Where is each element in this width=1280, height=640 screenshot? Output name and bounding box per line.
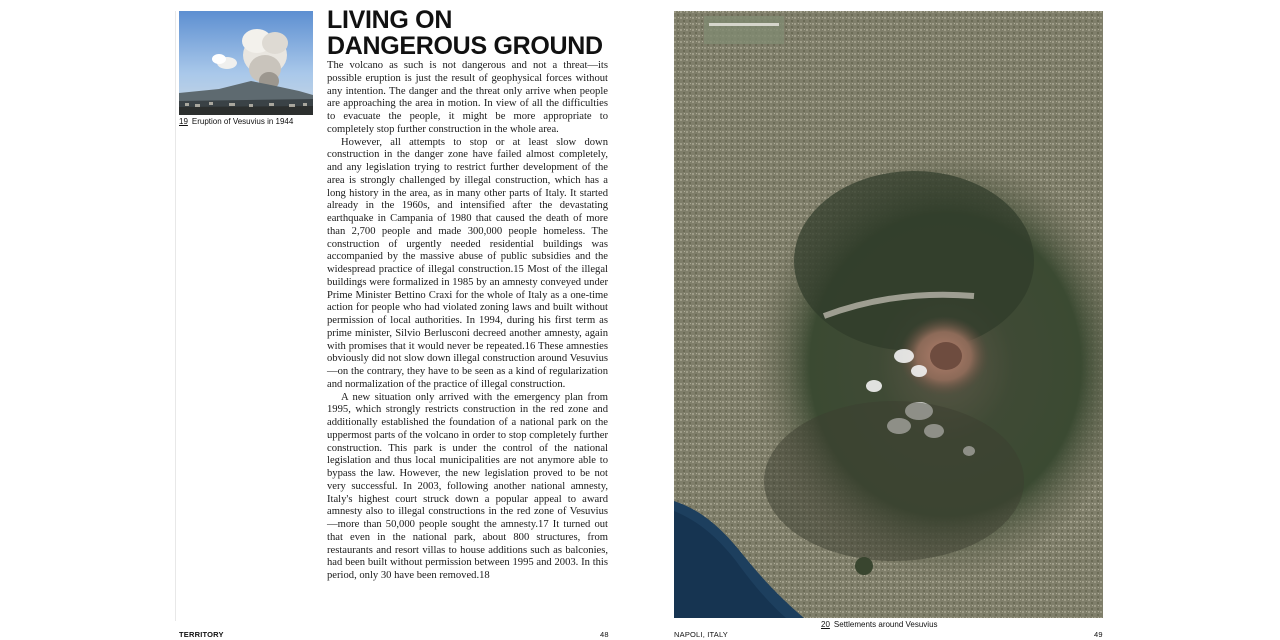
footer-section-label: TERRITORY: [179, 630, 224, 639]
figure-19-number: 19: [179, 117, 188, 126]
page-gutter-line: [175, 11, 176, 621]
footer-page-number-right: 49: [1094, 630, 1103, 639]
satellite-image-vesuvius: [674, 11, 1103, 618]
figure-19-caption: [179, 117, 293, 126]
figure-19-caption-text: Eruption of Vesuvius in 1944: [191, 117, 294, 126]
eruption-photo: [179, 11, 313, 115]
article-title-line-2: DANGEROUS GROUND: [327, 32, 603, 60]
body-paragraph-3: A new situation only arrived with the emergency plan from 1995, which strongly restricts construction in the red zone and additionally established the foundation of a national park on the uppermost parts of the volcano in order to stop completely further construction. This park is under the control of the national legislation and thus local municipalities are not anymore able to bypass the law. However, the new legislation proved to be not very successful. In 2003, following another national amnesty, Italy's highest court struck down a popular appeal to award amnesty also to illegal constructions in the red zone of Vesuvius—more than 50,000 people sought the amnesty.17 It turned out that even in the national park, about 800 structures, from restaurants and resort villas to house additions such as balconies, had been built without permission between 1995 and 2003. In this period, only 30 have been removed.18: [327, 391, 608, 581]
footer-location-label: NAPOLI, ITALY: [674, 630, 729, 639]
body-paragraph-1: The volcano as such is not dangerous and not a threat—its possible eruption is just the result of geophysical forces without any intention. The danger and the threat only arrive when people are approaching the area in motion. In view of all the difficulties to evacuate the people, it might be more appropriate to completely stop further construction in the whole area.: [327, 60, 608, 135]
body-paragraph-2: However, all attempts to stop or at least slow down construction in the danger zone have failed almost completely, and any legislation trying to restrict further development of the area is strongly challenged by illegal construction, which has a long history in the area, as in many other parts of Italy. It started already in the 1960s, and intensified after the devastating earthquake in Campania of 1980 that caused the death of more than 2,700 people and made 300,000 people homeless. The construction of urgently needed residential buildings was accompanied by the massive abuse of public subsidies and the widespread practice of illegal construction.15 Most of the illegal buildings were formalized in 1985 by an amnesty conveyed under Prime Minister Bettino Craxi for the whole of Italy as a one-time action for people who had violated zoning laws and built without permission of local authorities. In 1994, during his first term as prime minister, Silvio Berlusconi decreed another amnesty, again with promises that it would never be repeated.16 These amnesties obviously did not slow down illegal construction around Vesuvius—on the contrary, they have to be seen as a kind of regularization and normalization of the practice of illegal construction.: [327, 136, 608, 390]
figure-20-caption-text: Settlements around Vesuvius: [833, 620, 938, 629]
figure-20-number: 20: [821, 620, 830, 629]
article-title-line-1: LIVING ON: [327, 6, 453, 34]
figure-20-caption: [821, 620, 938, 629]
article-title: [327, 7, 617, 59]
satellite-image-graphic: [674, 11, 1103, 618]
eruption-photo-image: [179, 11, 313, 115]
footer-page-number-left: 48: [600, 630, 609, 639]
article-body: [327, 60, 608, 583]
